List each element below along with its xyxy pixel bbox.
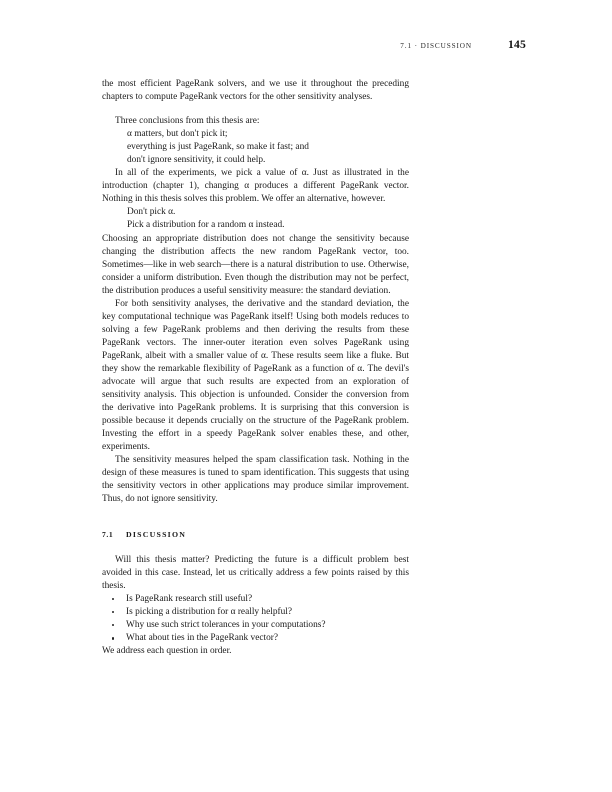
conclusion-item: everything is just PageRank, so make it fast; and [127, 142, 309, 153]
section-heading [102, 528, 409, 541]
conclusion-item: α matters, but don't pick it; [127, 129, 228, 140]
question-item [102, 606, 409, 619]
advice-line-pick-distribution: Pick a distribution for a random α instead. [127, 220, 285, 231]
bullet-icon [112, 624, 114, 626]
question-text: Why use such strict tolerances in your computations? [126, 619, 326, 630]
question-text: Is PageRank research still useful? [126, 593, 253, 604]
choosing-distribution-paragraph: Choosing an appropriate distribution does not change the sensitivity because changing the distribution affects the new random PageRank vector, too. Sometimes—like in web search—there is a natural distribution to use. Otherwise, consider a uniform distribution. Even though the distribution may not be perfect, the distribution produces a useful sensitivity measure: the standard deviation. [102, 233, 409, 296]
running-header-title: 7.1 · DISCUSSION [400, 42, 472, 50]
question-item [102, 619, 409, 632]
section-number: 7.1 [102, 529, 114, 539]
question-text: Is picking a distribution for α really helpful? [126, 606, 293, 617]
question-item [102, 632, 409, 645]
spam-classification-paragraph: The sensitivity measures helped the spam classification task. Nothing in the design of these measures is tuned to spam identification. This suggests that using the sensitivity vectors in other applications may produce similar improvement. Thus, do not ignore sensitivity. [102, 455, 409, 505]
discussion-intro-paragraph: Will this thesis matter? Predicting the future is a difficult problem best avoided in this case. Instead, let us critically address a few points raised by this thesis. [102, 554, 409, 591]
question-item [102, 593, 409, 606]
closing-line: We address each question in order. [102, 645, 232, 656]
page-number: 145 [508, 38, 526, 51]
section-title: DISCUSSION [126, 529, 187, 539]
conclusions-list [102, 128, 409, 167]
paragraph-spacer [102, 104, 409, 115]
body-text-block [102, 78, 409, 658]
questions-list [102, 593, 409, 645]
bullet-icon [112, 611, 114, 613]
question-text: What about ties in the PageRank vector? [126, 632, 279, 643]
continuation-paragraph: the most efficient PageRank solvers, and we use it throughout the preceding chapters to compute PageRank vectors for the other sensitivity analyses. [102, 79, 409, 103]
bullet-icon [112, 598, 114, 600]
conclusions-lead-paragraph: Three conclusions from this thesis are: [115, 116, 260, 127]
experiments-paragraph: In all of the experiments, we pick a value of α. Just as illustrated in the introduction (chapter 1), changing α produces a different PageRank vector. Nothing in this thesis solves this problem. We offer an alternative, however. [102, 168, 409, 205]
sensitivity-analyses-paragraph: For both sensitivity analyses, the derivative and the standard deviation, the key computational technique was PageRank itself! Using both models reduces to solving a few PageRank problems and then deriving the results from these PageRank vectors. The inner-outer iteration even solves PageRank using PageRank, albeit with a smaller value of α. These results seem like a fluke. But they show the remarkable flexibility of PageRank as a function of α. The devil's advocate will argue that such results are expected from an exploration of sensitivity analysis. This objection is unfounded. Consider the conversion from the derivative into PageRank problems. It is surprising that this conversion is possible because it depends crucially on the structure of the PageRank problem. Investing the effort in a speedy PageRank solver enables these, and other, experiments. [102, 298, 409, 453]
running-header [102, 38, 526, 52]
conclusion-item: don't ignore sensitivity, it could help. [127, 155, 266, 166]
bullet-icon [112, 637, 114, 639]
advice-line-dont-pick: Don't pick α. [127, 207, 176, 218]
